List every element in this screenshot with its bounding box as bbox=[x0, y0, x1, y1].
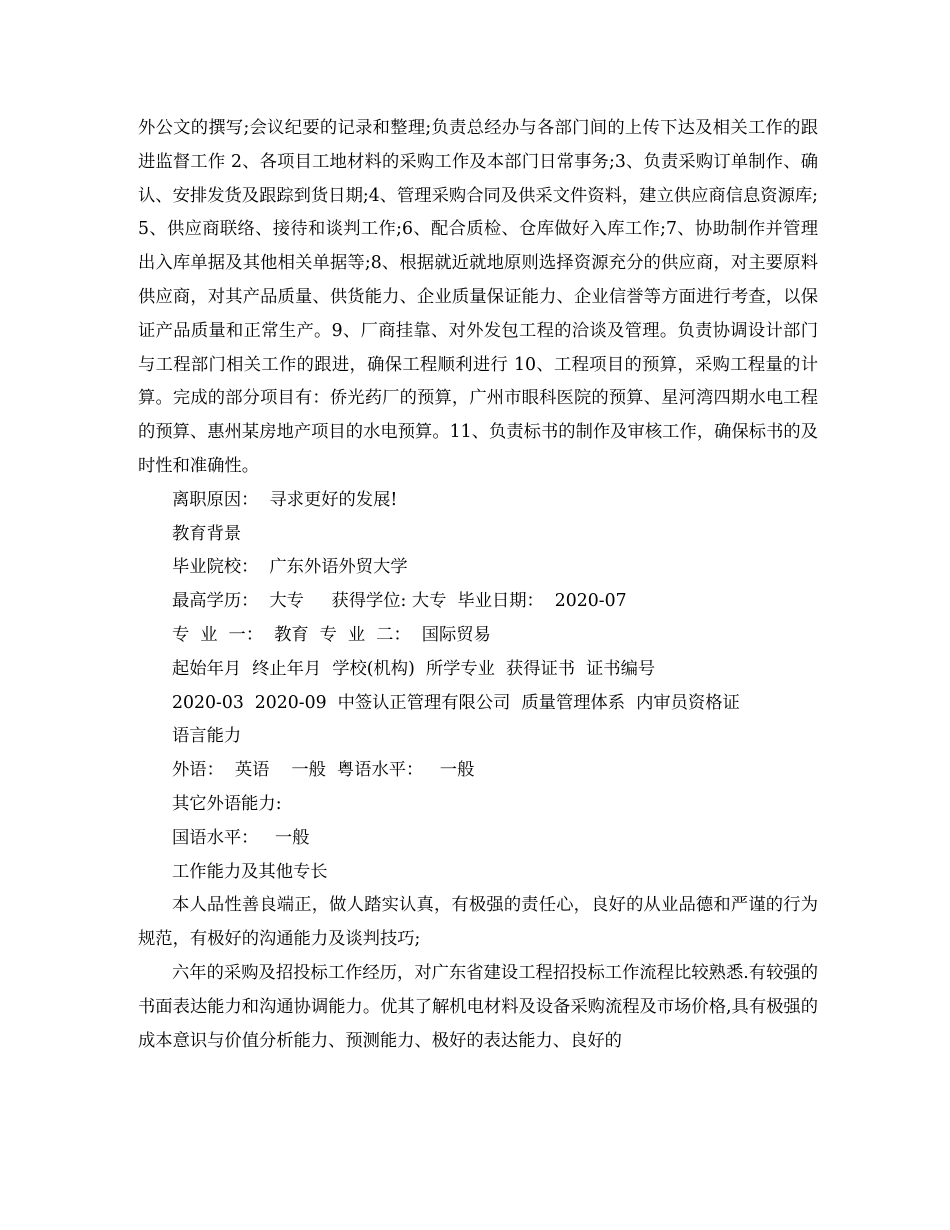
skills-heading: 工作能力及其他专长 bbox=[172, 861, 328, 882]
job-duties-paragraph: 外公文的撰写;会议纪要的记录和整理;负责总经办与各部门间的上传下达及相关工作的跟进监督工作 2、各项目工地材料的采购工作及本部门日常事务;3、负责采购订单制作、确认、安排发货及跟踪到货日期;4、管理采购合同及供采文件资料，建立供应商信息资源库;5、供应商联络、接待和谈判工作;6、配合质检、仓库做好入库工作;7、协助制作并管理出入库单据及其他相关单据等;8、根据就近就地原则选择资源充分的供应商，对主要原料供应商，对其产品质量、供货能力、企业质量保证能力、企业信誉等方面进行考查，以保证产品质量和正常生产。9、厂商挂靠、对外发包工程的洽谈及管理。负责协调设计部门与工程部门相关工作的跟进，确保工程顺利进行 10、工程项目的预算，采购工程量的计算。完成的部分项目有：侨光药厂的预算，广州市眼科医院的预算、星河湾四期水电工程的预算、惠州某房地产项目的水电预算。11、负责标书的制作及审核工作，确保标书的及时性和准确性。 bbox=[138, 118, 818, 476]
leave-reason: 离职原因： 寻求更好的发展! bbox=[172, 489, 398, 510]
resume-content bbox=[138, 112, 818, 1058]
mandarin-line: 国语水平： 一般 bbox=[172, 827, 310, 848]
training-row: 2020-03 2020-09 中签认正管理有限公司 质量管理体系 内审员资格证 bbox=[172, 692, 740, 713]
degree-line: 最高学历： 大专 获得学位: 大专 毕业日期： 2020-07 bbox=[172, 591, 627, 612]
training-header: 起始年月 终止年月 学校(机构) 所学专业 获得证书 证书编号 bbox=[172, 658, 656, 679]
language-heading: 语言能力 bbox=[172, 726, 242, 747]
foreign-language-line: 外语： 英语 一般 粤语水平： 一般 bbox=[172, 760, 475, 781]
school-line: 毕业院校： 广东外语外贸大学 bbox=[172, 557, 408, 578]
skills-paragraph-1: 本人品性善良端正，做人踏实认真，有极强的责任心，良好的从业品德和严谨的行为规范，有极好的沟通能力及谈判技巧; bbox=[138, 895, 818, 950]
other-language-line: 其它外语能力: bbox=[172, 793, 282, 814]
skills-paragraph-2: 六年的采购及招投标工作经历，对广东省建设工程招投标工作流程比较熟悉.有较强的书面表达能力和沟通协调能力。优其了解机电材料及设备采购流程及市场价格,具有极强的成本意识与价值分析能力、预测能力、极好的表达能力、良好的 bbox=[138, 962, 818, 1051]
majors-line: 专 业 一： 教育 专 业 二： 国际贸易 bbox=[172, 624, 491, 645]
education-heading: 教育背景 bbox=[172, 523, 242, 544]
